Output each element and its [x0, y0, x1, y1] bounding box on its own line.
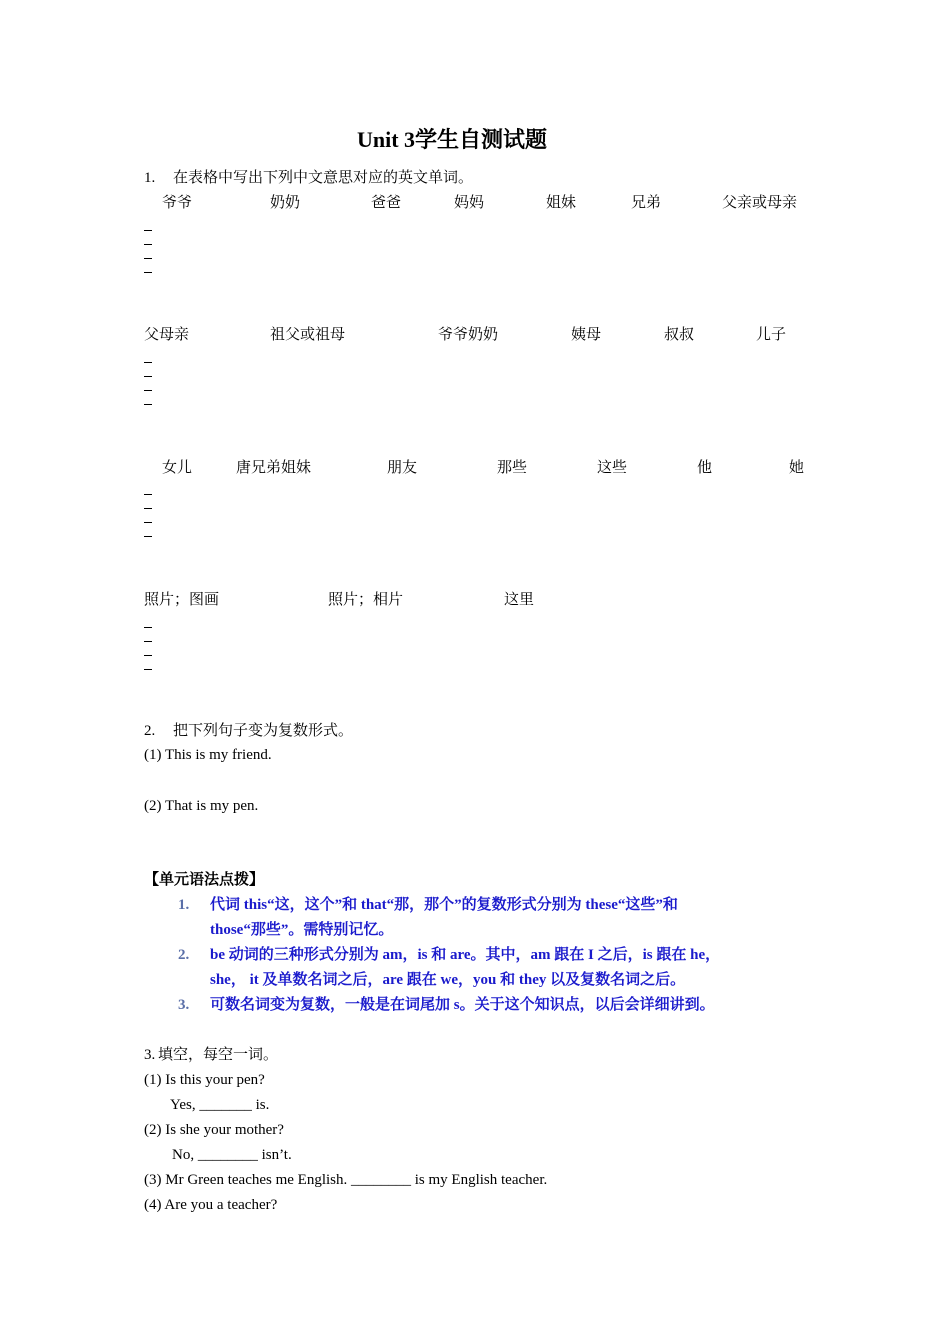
grammar-point-text: those“那些”。需特别记忆。: [210, 922, 394, 938]
answer-blank[interactable]: [144, 376, 152, 377]
grammar-point-number: 2.: [178, 947, 190, 963]
answer-blank[interactable]: [144, 258, 152, 259]
word-photo: 照片；相片: [328, 592, 404, 608]
answer-blank[interactable]: [144, 390, 152, 391]
word-son: 儿子: [756, 327, 787, 343]
word-cousin: 唐兄弟姐妹: [236, 460, 312, 476]
answer-blank[interactable]: [144, 627, 152, 628]
q2-instruction: 把下列句子变为复数形式。: [173, 723, 354, 739]
word-he: 他: [697, 460, 713, 476]
answer-blank[interactable]: [144, 404, 152, 405]
word-friend: 朋友: [387, 460, 418, 476]
q3-line: (2) Is she your mother?: [144, 1122, 284, 1138]
grammar-point-text: she， it 及单数名词之后，are 跟在 we，you 和 they 以及复数名词之后。: [210, 972, 686, 988]
answer-blank[interactable]: [144, 669, 152, 670]
word-grandparents: 爷爷奶奶: [438, 327, 499, 343]
answer-blank[interactable]: [144, 494, 152, 495]
answer-blank[interactable]: [144, 641, 152, 642]
word-uncle: 叔叔: [664, 327, 695, 343]
word-these: 这些: [597, 460, 628, 476]
q3-line: Yes, _______ is.: [170, 1097, 270, 1113]
page-title: Unit 3学生自测试题: [357, 127, 548, 152]
grammar-point-number: 1.: [178, 897, 190, 913]
answer-blank[interactable]: [144, 230, 152, 231]
answer-blank[interactable]: [144, 272, 152, 273]
word-dad: 爸爸: [371, 195, 402, 211]
answer-blank[interactable]: [144, 508, 152, 509]
answer-blank[interactable]: [144, 244, 152, 245]
grammar-point-text: be 动词的三种形式分别为 am，is 和 are。其中，am 跟在 I 之后，is 跟在 he，: [210, 947, 721, 963]
grammar-point-text: 可数名词变为复数，一般是在词尾加 s。关于这个知识点，以后会详细讲到。: [210, 997, 715, 1013]
q3-label: 3.: [144, 1047, 156, 1063]
answer-blank[interactable]: [144, 522, 152, 523]
word-grandpa: 爷爷: [162, 195, 193, 211]
word-she: 她: [789, 460, 805, 476]
answer-blank[interactable]: [144, 536, 152, 537]
q3-line: (1) Is this your pen?: [144, 1072, 265, 1088]
word-daughter: 女儿: [162, 460, 193, 476]
word-grandparent: 祖父或祖母: [270, 327, 346, 343]
q3-instruction: 填空，每空一词。: [158, 1047, 279, 1063]
q1-instruction: 在表格中写出下列中文意思对应的英文单词。: [173, 170, 474, 186]
word-sister: 姐妹: [546, 195, 577, 211]
word-those: 那些: [497, 460, 528, 476]
word-picture: 照片；图画: [144, 592, 220, 608]
q2-item-1: (1) This is my friend.: [144, 747, 272, 763]
q3-line: No, ________ isn’t.: [172, 1147, 292, 1163]
grammar-point-text: 代词 this“这，这个”和 that“那，那个”的复数形式分别为 these“这些”和: [210, 897, 678, 913]
word-aunt: 姨母: [571, 327, 602, 343]
q2-label: 2.: [144, 723, 156, 739]
q1-label: 1.: [144, 170, 156, 186]
word-parents: 父母亲: [144, 327, 190, 343]
word-grandma: 奶奶: [270, 195, 301, 211]
word-mom: 妈妈: [454, 195, 485, 211]
word-here: 这里: [504, 592, 535, 608]
q3-line: (4) Are you a teacher?: [144, 1197, 278, 1213]
grammar-heading: 【单元语法点拨】: [144, 872, 265, 888]
grammar-point-number: 3.: [178, 997, 190, 1013]
q2-item-2: (2) That is my pen.: [144, 798, 259, 814]
q3-line: (3) Mr Green teaches me English. ________ is my English teacher.: [144, 1172, 548, 1188]
answer-blank[interactable]: [144, 655, 152, 656]
word-parent: 父亲或母亲: [722, 195, 798, 211]
word-brother: 兄弟: [631, 195, 662, 211]
answer-blank[interactable]: [144, 362, 152, 363]
